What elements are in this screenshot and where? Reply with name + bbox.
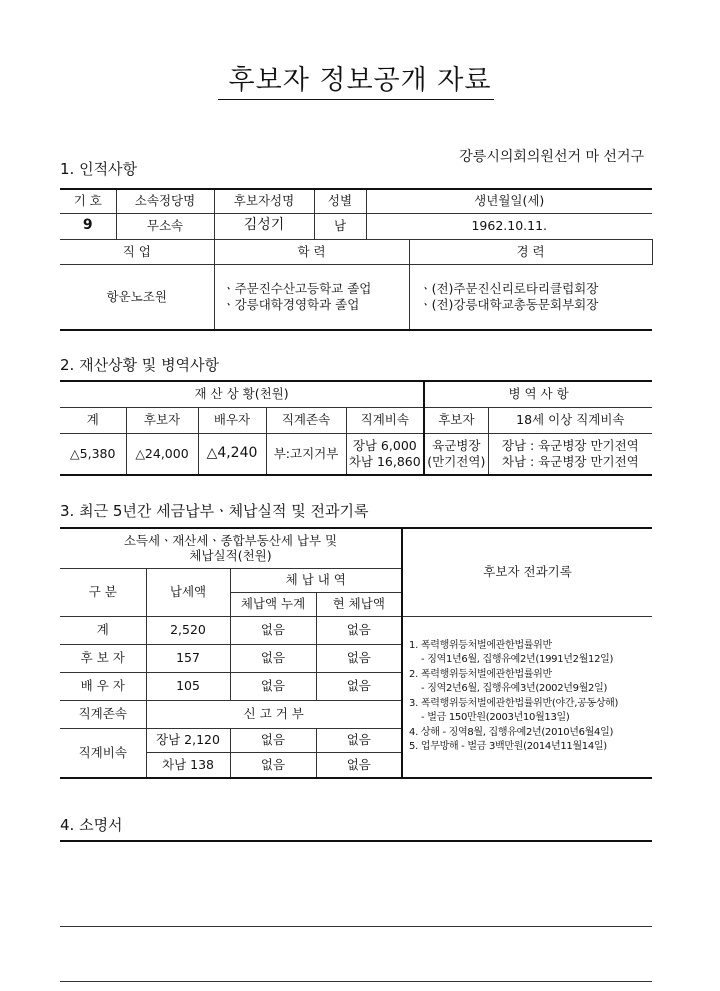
col-arrears: 체 납 내 역 bbox=[230, 568, 402, 592]
tax-criminal-table bbox=[60, 527, 652, 779]
education-item: ㆍ주문진수산고등학교 졸업 bbox=[222, 280, 372, 296]
section-1-heading: 1. 인적사항 bbox=[60, 160, 138, 178]
row-cumulative: 없음 bbox=[230, 644, 316, 672]
ascendant-refused: 신 고 거 부 bbox=[146, 700, 402, 728]
value-candidate: △24,000 bbox=[126, 433, 198, 475]
education-list bbox=[215, 265, 410, 329]
statement-rule bbox=[60, 981, 652, 982]
education-item: ㆍ강릉대학경영학과 졸업 bbox=[222, 296, 360, 312]
col-current: 현 체납액 bbox=[316, 592, 402, 616]
career-item: ㆍ(전)주문진신리로타리클럽회장 bbox=[419, 280, 599, 296]
section-2-heading: 2. 재산상황 및 병역사항 bbox=[60, 356, 220, 374]
col-ascendant: 직계존속 bbox=[266, 407, 346, 433]
criminal-detail: - 징역2년6월, 집행유예3년(2002년9월2일) bbox=[421, 683, 608, 695]
value-job: 항운노조원 bbox=[60, 264, 214, 330]
header-birth: 생년월일(세) bbox=[366, 189, 652, 213]
header-name: 후보자성명 bbox=[214, 189, 314, 213]
row-label: 후 보 자 bbox=[60, 644, 146, 672]
col-candidate: 후보자 bbox=[126, 407, 198, 433]
header-tax-line: 소득세ㆍ재산세ㆍ종합부동산세 납부 및 bbox=[123, 532, 338, 548]
value-symbol: 9 bbox=[60, 213, 116, 239]
row-current: 없음 bbox=[316, 672, 402, 700]
col-total: 계 bbox=[60, 407, 126, 433]
value-ascendant: 부:고지거부 bbox=[266, 433, 346, 475]
row-paid: 105 bbox=[146, 672, 230, 700]
col-mil-descendant: 18세 이상 직계비속 bbox=[488, 407, 652, 433]
criminal-item: 2. 폭력행위등처벌에관한법률위반 bbox=[409, 668, 552, 680]
row-cumulative: 없음 bbox=[230, 728, 316, 752]
row-paid: 차남 138 bbox=[146, 752, 230, 778]
mil-descendant-line: 차남 : 육군병장 만기전역 bbox=[501, 453, 639, 469]
document-title: 후보자 정보공개 자료 bbox=[228, 65, 492, 96]
row-cumulative: 없음 bbox=[230, 672, 316, 700]
header-military: 병 역 사 항 bbox=[424, 381, 652, 407]
descendant-line: 차남 16,860 bbox=[348, 453, 421, 469]
statement-rule bbox=[60, 926, 652, 927]
value-mil-candidate bbox=[424, 433, 488, 475]
value-birth: 1962.10.11. bbox=[366, 213, 652, 239]
header-tax bbox=[60, 528, 402, 568]
row-label: 배 우 자 bbox=[60, 672, 146, 700]
header-party: 소속정당명 bbox=[116, 189, 214, 213]
row-cumulative: 없음 bbox=[230, 616, 316, 644]
row-label: 계 bbox=[60, 616, 146, 644]
career-list bbox=[410, 281, 653, 312]
row-paid: 2,520 bbox=[146, 616, 230, 644]
value-gender: 남 bbox=[314, 213, 366, 239]
personal-info-table bbox=[60, 188, 653, 331]
header-career: 경 력 bbox=[516, 243, 545, 259]
criminal-record-list bbox=[402, 616, 652, 778]
criminal-item: 3. 폭력행위등처벌에관한법률위반(야간,공동상해) bbox=[409, 697, 619, 709]
row-current: 없음 bbox=[316, 644, 402, 672]
criminal-item: 4. 상해 - 징역8월, 집행유예2년(2010년6월4일) bbox=[409, 726, 614, 738]
mil-descendant-line: 장남 : 육군병장 만기전역 bbox=[501, 438, 639, 454]
criminal-detail: - 징역1년6월, 집행유예2년(1991년2월12일) bbox=[421, 654, 614, 666]
mil-candidate-line: (만기전역) bbox=[427, 453, 486, 469]
descendant-line: 장남 6,000 bbox=[352, 438, 417, 454]
col-paid: 납세액 bbox=[146, 568, 230, 616]
col-division: 구 분 bbox=[60, 568, 146, 616]
value-spouse: △4,240 bbox=[198, 433, 266, 475]
row-label-ascendant: 직계존속 bbox=[60, 700, 146, 728]
mil-candidate-line: 육군병장 bbox=[432, 438, 481, 454]
header-property: 재 산 상 황(천원) bbox=[60, 381, 424, 407]
row-label-descendant: 직계비속 bbox=[60, 728, 146, 778]
property-military-table bbox=[60, 380, 652, 476]
col-cumulative: 체납액 누계 bbox=[230, 592, 316, 616]
row-current: 없음 bbox=[316, 616, 402, 644]
header-tax-line: 체납실적(천원) bbox=[189, 548, 272, 564]
section-4-heading: 4. 소명서 bbox=[60, 816, 123, 834]
district-label: 강릉시의회의원선거 마 선거구 bbox=[459, 149, 644, 165]
row-current: 없음 bbox=[316, 728, 402, 752]
row-cumulative: 없음 bbox=[230, 752, 316, 778]
header-gender: 성별 bbox=[314, 189, 366, 213]
col-spouse: 배우자 bbox=[198, 407, 266, 433]
value-total: △5,380 bbox=[60, 433, 126, 475]
col-descendant: 직계비속 bbox=[346, 407, 424, 433]
header-criminal: 후보자 전과기록 bbox=[402, 528, 652, 616]
value-mil-descendant bbox=[488, 433, 652, 475]
header-symbol: 기 호 bbox=[60, 189, 116, 213]
col-mil-candidate: 후보자 bbox=[424, 407, 488, 433]
criminal-item: 1. 폭력행위등처벌에관한법률위반 bbox=[409, 639, 552, 651]
statement-top-rule bbox=[60, 840, 652, 842]
criminal-detail: - 벌금 150만원(2003년10월13일) bbox=[421, 712, 570, 724]
section-3-heading: 3. 최근 5년간 세금납부ㆍ체납실적 및 전과기록 bbox=[60, 502, 369, 520]
header-job: 직 업 bbox=[60, 239, 214, 264]
value-party: 무소속 bbox=[116, 213, 214, 239]
career-item: ㆍ(전)강릉대학교총동문회부회장 bbox=[419, 296, 599, 312]
header-edu: 학 력 bbox=[215, 240, 410, 264]
criminal-item: 5. 업무방해 - 벌금 3백만원(2014년11월14일) bbox=[409, 741, 607, 753]
row-current: 없음 bbox=[316, 752, 402, 778]
value-descendant bbox=[346, 433, 424, 475]
title-underline bbox=[218, 99, 494, 100]
row-paid: 장남 2,120 bbox=[146, 728, 230, 752]
row-paid: 157 bbox=[146, 644, 230, 672]
value-name: 김성기 bbox=[214, 213, 314, 239]
